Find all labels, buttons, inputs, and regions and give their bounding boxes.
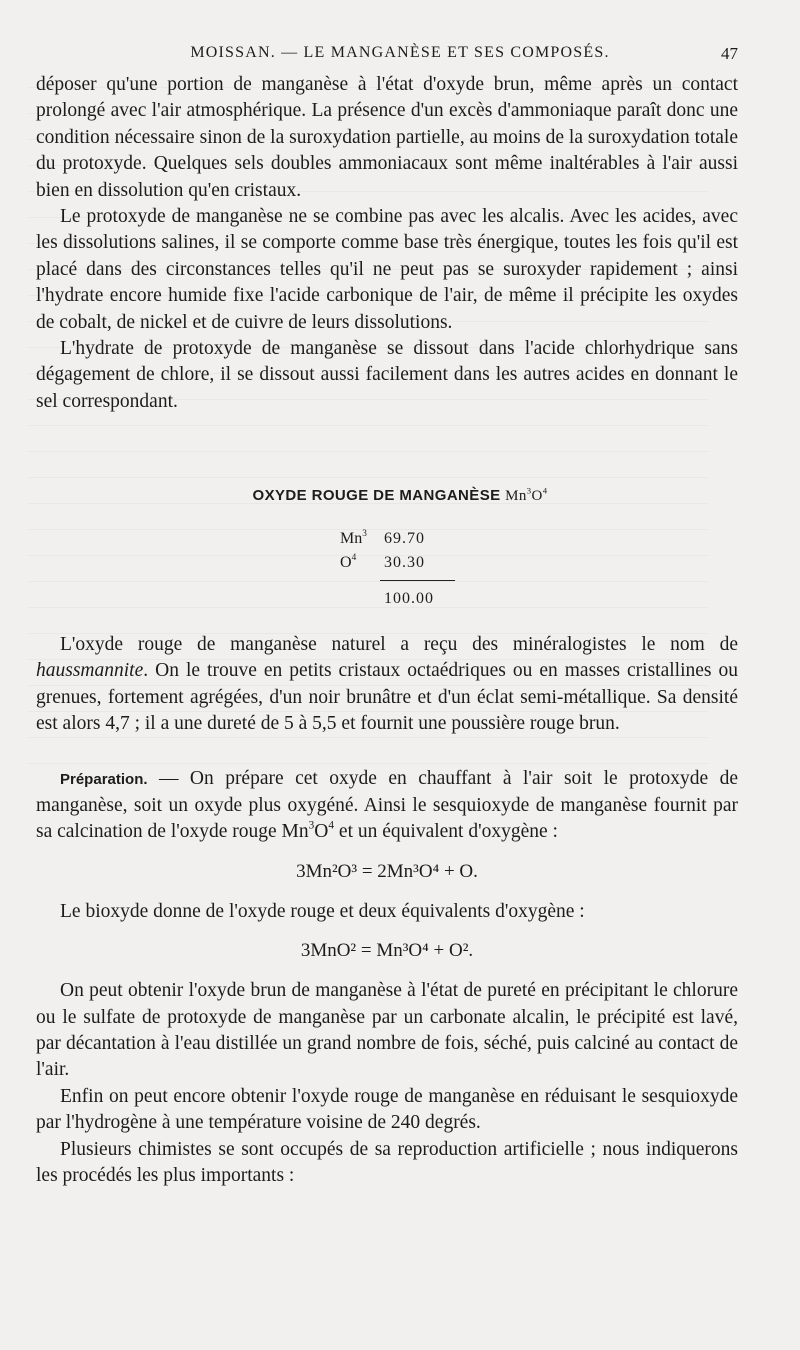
equation-1: 3Mn²O³ = 2Mn³O⁴ + O.: [296, 860, 478, 882]
formula-element: O: [531, 488, 543, 504]
paragraph: Le protoxyde de manganèse ne se combine pas avec les alcalis. Avec les acides, avec les dissolutions salines, il se comporte comme base très énergique, toutes les fois qu'il est placé dans des circonstances telles qu'il ne peut pas se suroxyder rapidement ; ainsi l'hydrate encore humide fixe l'acide carbonique de l'air, de même il précipite les oxydes de cobalt, de nickel et de cuivre de leurs dissolutions.: [36, 206, 738, 333]
section-heading: [0, 487, 800, 505]
composition-value: 69.70: [384, 530, 425, 547]
paragraph: L'hydrate de protoxyde de manganèse se dissout dans l'acide chlorhydrique sans dégagement de chlore, il se dissout aussi facilement dans les autres acides en donnant le sel correspondant.: [36, 338, 738, 412]
paragraph-haussmannite: L'oxyde rouge de manganèse naturel a reçu des minéralogistes le nom de haussmannite. On le trouve en petits cristaux octaédriques ou en masses cristallines ou grenues, fortement agrégées, d'un noir brunâtre et d'un éclat semi-métallique. Sa densité est alors 4,7 ; il a une dureté de 5 à 5,5 et fournit une poussière rouge brun.: [36, 634, 738, 735]
page-number: 47: [721, 44, 738, 63]
formula-exponent: 3: [526, 485, 532, 496]
paragraph: Enfin on peut encore obtenir l'oxyde rouge de manganèse en réduisant le sesquioxyde par l'hydrogène à une température voisine de 240 degrés.: [36, 1085, 738, 1134]
paragraph: Plusieurs chimistes se sont occupés de sa reproduction artificielle ; nous indiquerons les procédés les plus importants :: [36, 1138, 738, 1187]
equation-2: 3MnO² = Mn³O⁴ + O².: [300, 940, 474, 962]
mineral-name: haussmannite: [36, 660, 144, 682]
bottom-text-block: [36, 632, 738, 1190]
preparation-label: Préparation.: [60, 770, 148, 788]
composition-row: [340, 554, 480, 578]
formula-element: Mn: [505, 488, 527, 504]
composition-value: 30.30: [384, 554, 425, 571]
composition-element: Mn$^3$: [340, 529, 367, 547]
composition-total: 100.00: [384, 590, 434, 607]
composition-table: [340, 529, 480, 607]
section-heading-text: OXYDE ROUGE DE MANGANÈSE: [252, 487, 501, 504]
sum-rule: [380, 580, 455, 581]
paragraph: déposer qu'une portion de manganèse à l'état d'oxyde brun, même après un contact prolongé avec l'air atmosphérique. La présence d'un excès d'ammoniaque paraît donc une condition nécessaire sinon de la suroxydation partielle, au moins de la suroxydation totale du protoxyde. Quelques sels doubles ammoniacaux sont même inaltérables à l'air aussi bien en dissolution qu'en cristaux.: [36, 74, 738, 201]
paragraph: Le bioxyde donne de l'oxyde rouge et deux équivalents d'oxygène :: [60, 900, 585, 922]
section-formula: [505, 485, 548, 504]
page-header: [0, 44, 800, 68]
paragraph-preparation: Préparation. — On prépare cet oxyde en chauffant à l'air soit le protoxyde de manganèse, soit un oxyde plus oxygéné. Ainsi le sesquioxyde de manganèse fournit par sa calcination de l'oxyde rouge $Mn^3O^4$ et un équivalent d'oxygène :: [36, 767, 738, 843]
composition-element: $O^4$: [340, 553, 357, 571]
paragraph: On peut obtenir l'oxyde brun de manganèse à l'état de pureté en précipitant le chlorure ou le sulfate de protoxyde de manganèse par un carbonate alcalin, le précipité est lavé, par décantation à l'eau distillée un grand nombre de fois, séché, puis calciné au contact de l'air.: [36, 980, 738, 1081]
running-title: MOISSAN. — LE MANGANÈSE ET SES COMPOSÉS.: [190, 44, 610, 61]
top-text-block: [36, 72, 738, 415]
formula-exponent: 4: [542, 485, 548, 496]
composition-row: [340, 530, 480, 554]
